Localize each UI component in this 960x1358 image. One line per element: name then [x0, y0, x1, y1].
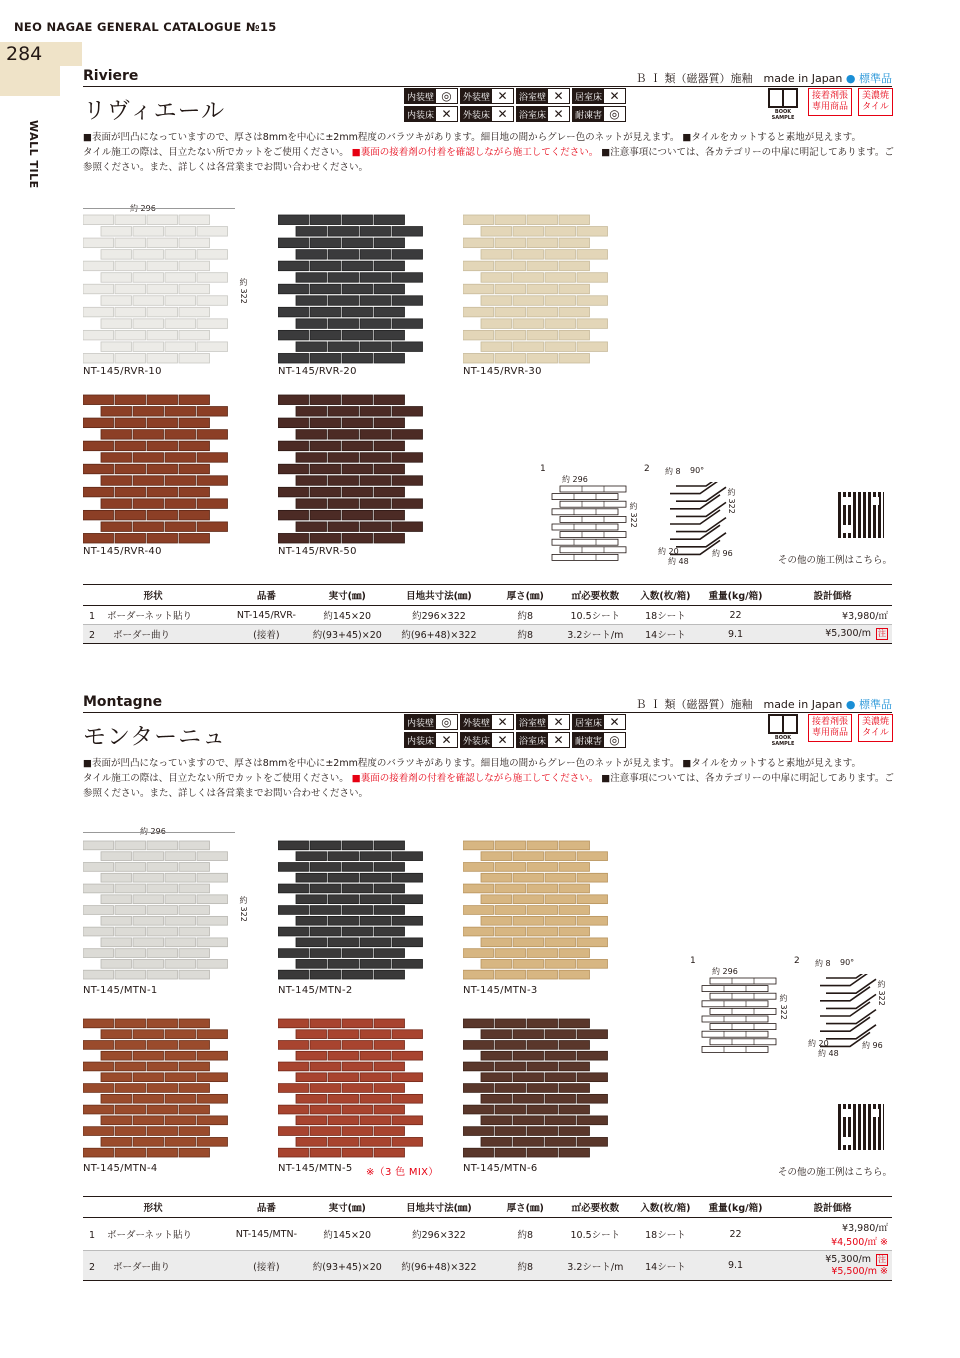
qr-caption: その他の施工例はこちら。 [778, 1167, 893, 1178]
tile-sheet [278, 394, 430, 544]
height-dim: 約 322 [239, 896, 248, 922]
diagram-1-num: 1 [690, 956, 696, 966]
table-cell: NT-145/RVR- [223, 606, 309, 625]
column-header: 品番 [223, 585, 309, 606]
dim-a48: 約 48 [668, 557, 689, 566]
table-cell: 約296×322 [385, 606, 493, 625]
column-header: ㎡必要枚数 [558, 585, 634, 606]
table-cell: 22 [698, 606, 774, 625]
usage-cell: 内装壁 ◎ [404, 714, 458, 730]
shape-diagram [690, 974, 890, 1074]
usage-cell: 外装床 ✕ [460, 106, 514, 122]
series-name-en: Riviere [83, 68, 139, 84]
page-tab [0, 66, 60, 96]
tile-code: NT-145/MTN-2 [278, 985, 353, 996]
table-cell: 約(93+45)×20 [310, 625, 386, 644]
table-cell: 約8 [493, 625, 558, 644]
table-cell: 約296×322 [385, 1218, 493, 1251]
tile-sheet [83, 840, 235, 980]
table-cell: 3.2シート/m [558, 1251, 634, 1281]
usage-cell: 内装床 ✕ [404, 106, 458, 122]
dim-a48: 約 48 [818, 1049, 839, 1058]
dim-h: 約 322 [629, 502, 638, 528]
table-cell: 約145×20 [310, 606, 386, 625]
column-header: 重量(kg/箱) [698, 585, 774, 606]
table-cell: 3.2シート/m [558, 625, 634, 644]
column-header: 設計価格 [773, 1197, 892, 1218]
note-mark: 注 [878, 1255, 886, 1264]
usage-cell: 浴室床 ✕ [516, 106, 570, 122]
adhesive-badge: 接着剤張 専用商品 [808, 88, 852, 116]
usage-cell: 居室床 ✕ [572, 714, 626, 730]
dim-w: 約 296 [712, 967, 738, 976]
diagram-1-num: 1 [540, 464, 546, 474]
tile-code: NT-145/MTN-1 [83, 985, 158, 996]
tile-code: NT-145/MTN-4 [83, 1163, 158, 1174]
height-dim: 約 322 [239, 278, 248, 304]
dim-h2: 約 322 [877, 980, 886, 1006]
usage-cell: 耐凍害 ◎ [572, 106, 626, 122]
book-sample-icon: BOOK SAMPLE [766, 88, 800, 121]
tile-code: NT-145/MTN-3 [463, 985, 538, 996]
usage-cell: 外装壁 ✕ [460, 714, 514, 730]
table-cell: 約8 [493, 606, 558, 625]
tile-sheet [463, 214, 615, 364]
table-row [83, 625, 892, 644]
column-header: 厚さ(㎜) [493, 1197, 558, 1218]
table-cell: 10.5シート [558, 606, 634, 625]
diagram-2-num: 2 [644, 464, 650, 474]
table-cell: 22 [698, 1218, 774, 1251]
spec-table [83, 584, 892, 644]
column-header: 実寸(㎜) [310, 585, 386, 606]
table-row [83, 1251, 892, 1281]
table-cell: (接着) [223, 1251, 309, 1281]
table-cell: 1 ボーダーネット貼り [83, 1218, 223, 1251]
table-cell: 約8 [493, 1218, 558, 1251]
table-cell: NT-145/MTN- [223, 1218, 309, 1251]
table-cell: ¥3,980/㎡ [773, 606, 892, 625]
usage-cell: 浴室床 ✕ [516, 732, 570, 748]
tile-code: NT-145/MTN-6 [463, 1163, 538, 1174]
tile-code: NT-145/RVR-50 [278, 546, 357, 557]
tile-code: NT-145/RVR-30 [463, 366, 542, 377]
tile-code: NT-145/RVR-20 [278, 366, 357, 377]
table-cell: ¥5,300/m 注 ¥5,500/m ※ [773, 1251, 892, 1281]
adhesive-badge: 接着剤張 専用商品 [808, 714, 852, 742]
usage-cell: 浴室壁 ✕ [516, 714, 570, 730]
table-cell: 18シート [633, 606, 698, 625]
mino-badge: 美濃焼 タイル [858, 88, 893, 116]
dim-a20: 約 20 [658, 547, 679, 556]
shape-diagram [540, 482, 740, 582]
table-row [83, 1218, 892, 1251]
spec-table [83, 1196, 892, 1281]
usage-cell: 耐凍害 ◎ [572, 732, 626, 748]
tile-sheet [83, 1018, 235, 1158]
table-cell: 10.5シート [558, 1218, 634, 1251]
table-cell: 9.1 [698, 625, 774, 644]
table-cell: 約145×20 [310, 1218, 386, 1251]
column-header: 形状 [83, 585, 223, 606]
dim-a8: 約 8 [815, 959, 831, 968]
table-cell: 14シート [633, 1251, 698, 1281]
dim-line [83, 832, 235, 833]
usage-cell: 内装壁 ◎ [404, 88, 458, 104]
usage-grid [404, 714, 626, 748]
column-header: ㎡必要枚数 [558, 1197, 634, 1218]
table-row [83, 606, 892, 625]
dim-h2: 約 322 [727, 488, 736, 514]
table-cell: 約(93+45)×20 [310, 1251, 386, 1281]
diagram-2-num: 2 [794, 956, 800, 966]
catalogue-title: NEO NAGAE GENERAL CATALOGUE №15 [14, 20, 277, 34]
dim-h: 約 322 [779, 994, 788, 1020]
usage-cell: 外装壁 ✕ [460, 88, 514, 104]
usage-cell: 外装床 ✕ [460, 732, 514, 748]
table-cell: 14シート [633, 625, 698, 644]
dim-deg: 90° [690, 466, 705, 475]
tile-sheet [463, 840, 615, 980]
usage-cell: 居室床 ✕ [572, 88, 626, 104]
qr-code [838, 492, 884, 538]
table-cell: ¥3,980/㎡ ¥4,500/㎡ ※ [773, 1218, 892, 1251]
table-cell: (接着) [223, 625, 309, 644]
tile-code: NT-145/RVR-40 [83, 546, 162, 557]
column-header: 形状 [83, 1197, 223, 1218]
tile-sheet [278, 214, 430, 364]
series-name-jp: モンターニュ [83, 724, 227, 750]
tile-sheet [83, 214, 235, 364]
dim-a96: 約 96 [712, 549, 733, 558]
column-header: 入数(枚/箱) [633, 585, 698, 606]
dim-w: 約 296 [562, 475, 588, 484]
table-cell: 約(96+48)×322 [385, 625, 493, 644]
notes: ■表面が凹凸になっていますので、厚さは8mmを中心に±2mm程度のバラツキがあります。細目地の間からグレー色のネットが見えます。 ■タイルをカットすると素地が見えます。 タイル施工の際は、目立たない所でカットをご使用ください。 ■裏面の接着剤の付着を確認しながら施工してください。 ■注意事項については、各カテゴリーの中扉に明記してあります。ご参照ください。また、詳しくは各営業までお問い合わせください。 [83, 758, 894, 799]
notes: ■表面が凹凸になっていますので、厚さは8mmを中心に±2mm程度のバラツキがあります。細目地の間からグレー色のネットが見えます。 ■タイルをカットすると素地が見えます。 タイル施工の際は、目立たない所でカットをご使用ください。 ■裏面の接着剤の付着を確認しながら施工してください。 ■注意事項については、各カテゴリーの中扉に明記してあります。ご参照ください。また、詳しくは各営業までお問い合わせください。 [83, 132, 894, 173]
table-cell: 約8 [493, 1251, 558, 1281]
usage-grid [404, 88, 626, 122]
column-header: 目地共寸法(㎜) [385, 585, 493, 606]
table-cell: 2 ボーダー曲り [83, 1251, 223, 1281]
mix-note: ※（3 色 MIX） [366, 1167, 439, 1178]
dim-deg: 90° [840, 958, 855, 967]
table-cell: ¥5,300/m 注 [773, 625, 892, 644]
note-mark: 注 [878, 629, 886, 638]
product-class: Ｂ Ｉ 類（磁器質）施釉 made in Japan ● 標準品 [635, 698, 892, 711]
qr-code [838, 1104, 884, 1150]
tile-code: NT-145/RVR-10 [83, 366, 162, 377]
side-label: WALL TILE [27, 120, 40, 189]
page-number: 284 [0, 42, 82, 66]
table-cell: 18シート [633, 1218, 698, 1251]
series-name-jp: リヴィエール [83, 98, 226, 124]
table-cell: 約(96+48)×322 [385, 1251, 493, 1281]
tile-sheet [83, 394, 235, 544]
qr-caption: その他の施工例はこちら。 [778, 555, 893, 566]
table-cell: 1 ボーダーネット貼り [83, 606, 223, 625]
column-header: 重量(kg/箱) [698, 1197, 774, 1218]
dim-line [83, 208, 235, 209]
table-cell: 2 ボーダー曲り [83, 625, 223, 644]
table-cell: 9.1 [698, 1251, 774, 1281]
tile-sheet [278, 1018, 430, 1158]
dim-a20: 約 20 [808, 1039, 829, 1048]
column-header: 目地共寸法(㎜) [385, 1197, 493, 1218]
column-header: 厚さ(㎜) [493, 585, 558, 606]
column-header: 入数(枚/箱) [633, 1197, 698, 1218]
dim-a96: 約 96 [862, 1041, 883, 1050]
book-sample-icon: BOOK SAMPLE [766, 714, 800, 747]
usage-cell: 内装床 ✕ [404, 732, 458, 748]
column-header: 品番 [223, 1197, 309, 1218]
tile-sheet [463, 1018, 615, 1158]
column-header: 実寸(㎜) [310, 1197, 386, 1218]
usage-cell: 浴室壁 ✕ [516, 88, 570, 104]
product-class: Ｂ Ｉ 類（磁器質）施釉 made in Japan ● 標準品 [635, 72, 892, 85]
dim-a8: 約 8 [665, 467, 681, 476]
column-header: 設計価格 [773, 585, 892, 606]
tile-sheet [278, 840, 430, 980]
tile-code: NT-145/MTN-5 [278, 1163, 353, 1174]
series-name-en: Montagne [83, 694, 163, 710]
mino-badge: 美濃焼 タイル [858, 714, 893, 742]
